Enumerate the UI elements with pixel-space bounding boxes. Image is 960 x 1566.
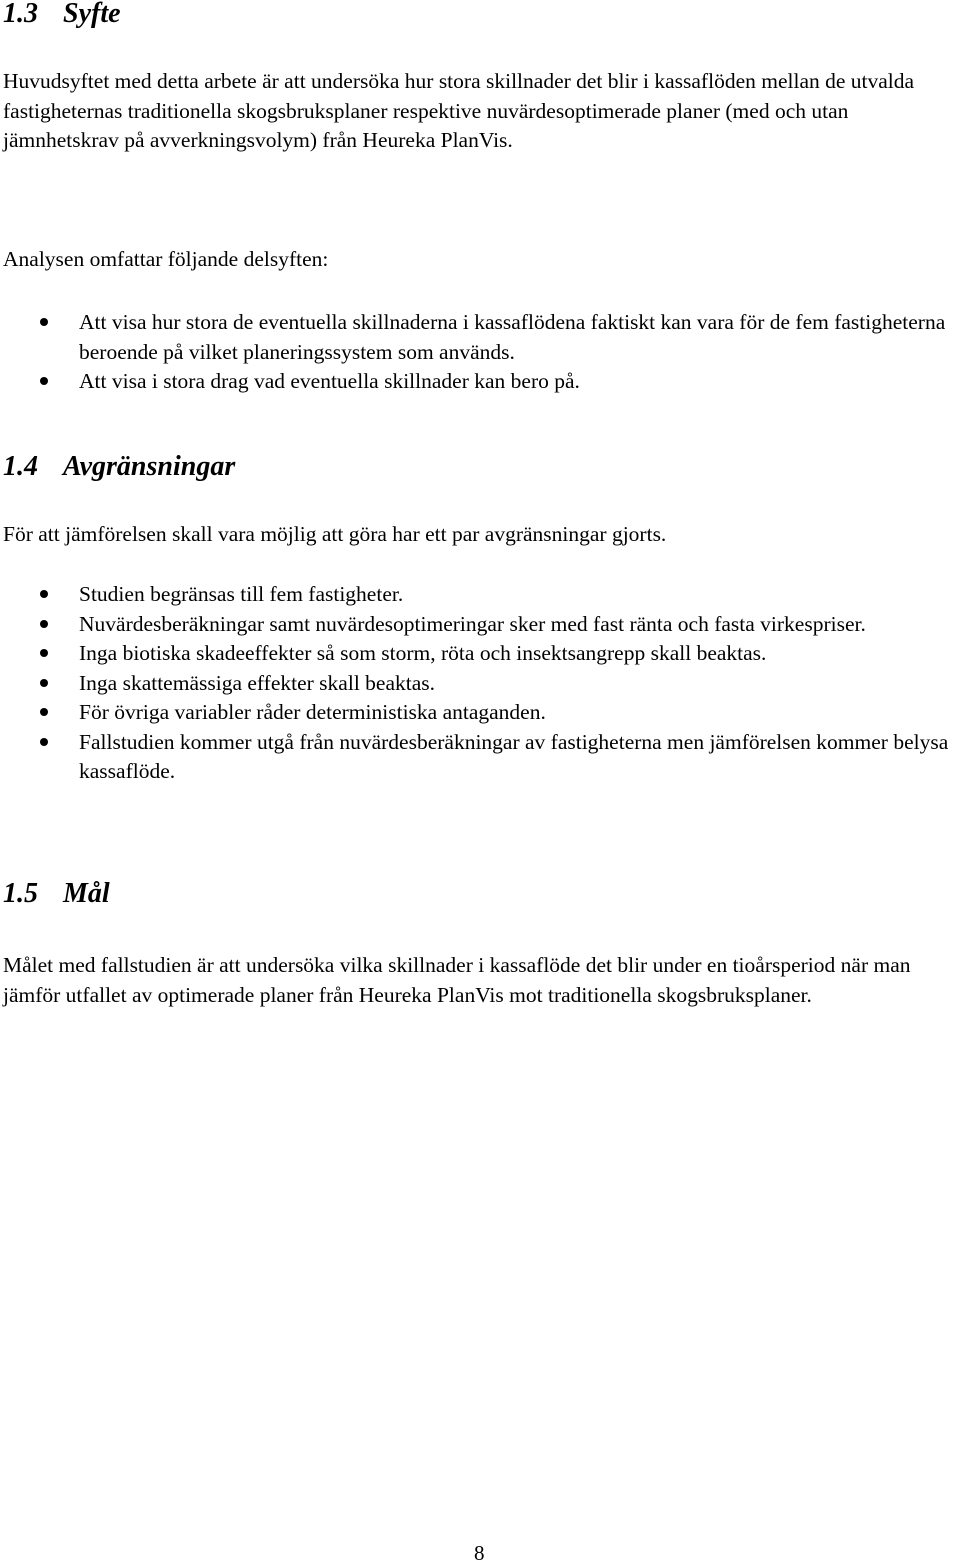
bullet-icon <box>40 590 48 598</box>
section-title: Avgränsningar <box>63 451 236 482</box>
list-item <box>0 610 960 640</box>
list-item <box>0 698 960 728</box>
list-item-text: Fallstudien kommer utgå från nuvärdesberäkningar av fastigheterna men jämförelsen kommer belysa kassaflöde. <box>79 729 949 783</box>
list-item <box>0 728 960 787</box>
bullet-icon <box>40 738 48 746</box>
bullet-icon <box>40 679 48 687</box>
section-title: Syfte <box>63 0 121 29</box>
list-item <box>0 669 960 699</box>
section-number: 1.3 <box>3 0 38 29</box>
list-item-text: Inga biotiska skadeeffekter så som storm, röta och insektsangrepp skall beaktas. <box>79 641 767 665</box>
section-number: 1.4 <box>3 451 38 482</box>
paragraph-mal: Målet med fallstudien är att undersöka vilka skillnader i kassaflöde det blir under en tioårsperiod när man jämför utfallet av optimerade planer från Heureka PlanVis mot traditionella skogsbruksplaner. <box>3 953 911 1007</box>
bullet-icon <box>40 708 48 716</box>
bullet-list-avgransningar <box>0 580 960 787</box>
page-number: 8 <box>474 1541 485 1565</box>
list-item <box>0 367 960 397</box>
list-item <box>0 639 960 669</box>
list-item-text: För övriga variabler råder deterministiska antaganden. <box>79 700 546 724</box>
section-title: Mål <box>63 878 110 909</box>
section-heading-mal <box>3 878 110 910</box>
bullet-icon <box>40 620 48 628</box>
bullet-icon <box>40 377 48 385</box>
list-item-text: Nuvärdesberäkningar samt nuvärdesoptimeringar sker med fast ränta och fasta virkespriser. <box>79 611 866 636</box>
paragraph-syfte-delsyften: Analysen omfattar följande delsyften: <box>3 247 329 271</box>
bullet-list-delsyften <box>0 308 960 397</box>
paragraph-syfte-main: Huvudsyftet med detta arbete är att undersöka hur stora skillnader det blir i kassaflöden mellan de utvalda fastigheternas traditionella skogsbruksplaner respektive nuvärdesoptimerade planer (med och utan jämnhetskrav på avverkningsvolym) från Heureka PlanVis. <box>3 69 915 152</box>
bullet-icon <box>40 318 48 326</box>
bullet-icon <box>40 649 48 657</box>
section-number: 1.5 <box>3 878 38 909</box>
section-heading-syfte <box>3 0 121 30</box>
list-item-text: Att visa i stora drag vad eventuella skillnader kan bero på. <box>79 369 580 393</box>
paragraph-avgransningar: För att jämförelsen skall vara möjlig att göra har ett par avgränsningar gjorts. <box>3 522 667 546</box>
list-item <box>0 580 960 610</box>
list-item-text: Studien begränsas till fem fastigheter. <box>79 582 404 606</box>
section-heading-avgransningar <box>3 451 235 483</box>
list-item-text: Inga skattemässiga effekter skall beaktas. <box>79 670 436 695</box>
list-item-text: Att visa hur stora de eventuella skillnaderna i kassaflödena faktiskt kan vara för de fem fastigheterna beroende på vilket planeringssystem som används. <box>79 310 946 364</box>
list-item <box>0 308 960 367</box>
